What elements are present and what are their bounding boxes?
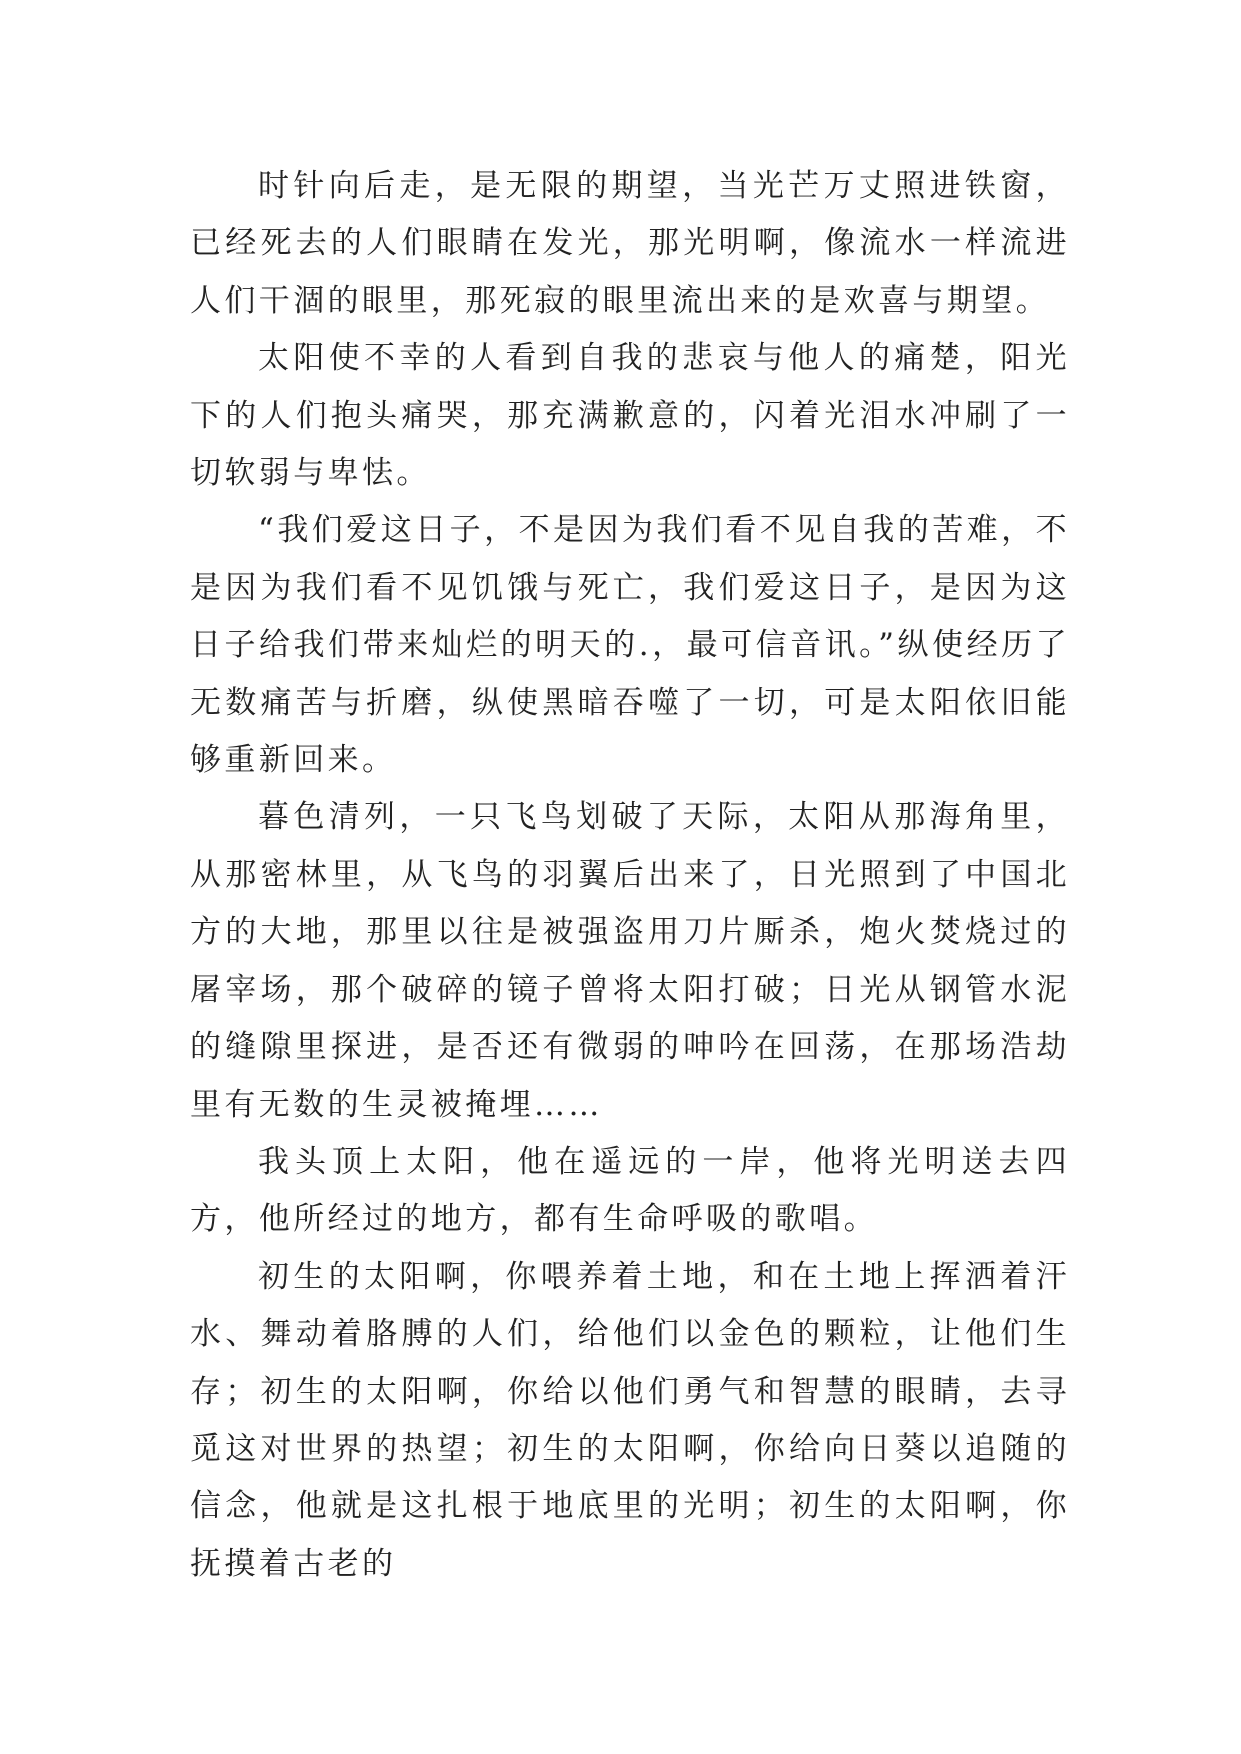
paragraph: 初生的太阳啊，你喂养着土地，和在土地上挥洒着汗水、舞动着胳膊的人们，给他们以金色的颗粒，让他们生存；初生的太阳啊，你给以他们勇气和智慧的眼睛，去寻觅这对世界的热望；初生的太阳啊，你给向日葵以追随的信念，他就是这扎根于地底里的光明；初生的太阳啊，你抚摸着古老的	[190, 1258, 1070, 1582]
paragraph: 时针向后走，是无限的期望，当光芒万丈照进铁窗，已经死去的人们眼睛在发光，那光明啊，像流水一样流进人们干涸的眼里，那死寂的眼里流出来的是欢喜与期望。	[190, 168, 1070, 319]
paragraph: 太阳使不幸的人看到自我的悲哀与他人的痛楚，阳光下的人们抱头痛哭，那充满歉意的，闪着光泪水冲刷了一切软弱与卑怯。	[190, 340, 1070, 492]
paragraph: 暮色清列，一只飞鸟划破了天际，太阳从那海角里，从那密林里，从飞鸟的羽翼后出来了，日光照到了中国北方的大地，那里以往是被强盗用刀片厮杀，炮火焚烧过的屠宰场，那个破碎的镜子曾将太阳打破；日光从钢管水泥的缝隙里探进，是否还有微弱的呻吟在回荡，在那场浩劫里有无数的生灵被掩埋……	[190, 799, 1070, 1123]
document-body	[190, 158, 1070, 1593]
paragraph: “我们爱这日子，不是因为我们看不见自我的苦难，不是因为我们看不见饥饿与死亡，我们爱这日子，是因为这日子给我们带来灿烂的明天的.，最可信音讯。”纵使经历了无数痛苦与折磨，纵使黑暗吞噬了一切，可是太阳依旧能够重新回来。	[190, 512, 1070, 779]
paragraph: 我头顶上太阳，他在遥远的一岸，他将光明送去四方，他所经过的地方，都有生命呼吸的歌唱。	[190, 1143, 1070, 1238]
